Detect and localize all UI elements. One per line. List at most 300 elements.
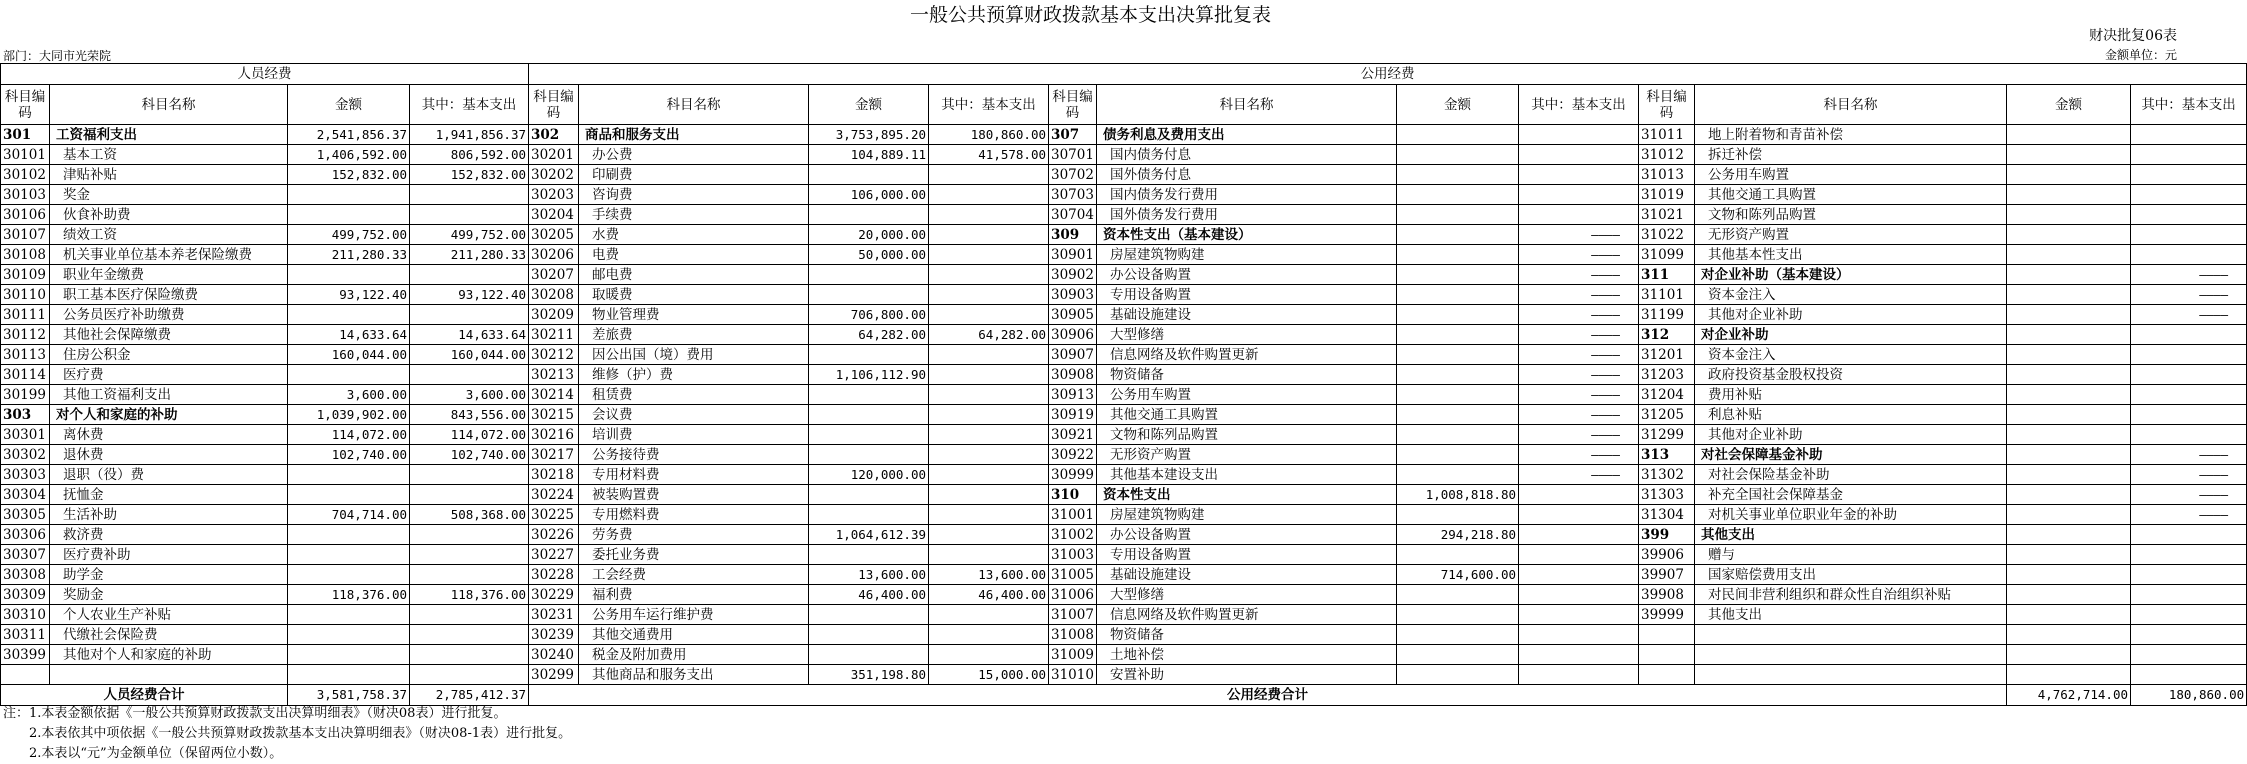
item-name: 基础设施建设	[1097, 565, 1397, 585]
item-code: 30114	[1, 365, 50, 385]
item-basic-amount: 180,860.00	[929, 125, 1049, 145]
item-code: 31022	[1639, 225, 1695, 245]
item-name: 职业年金缴费	[50, 265, 288, 285]
item-amount: 294,218.80	[1397, 525, 1519, 545]
item-amount	[2007, 205, 2131, 225]
item-basic-amount	[929, 185, 1049, 205]
item-code: 31304	[1639, 505, 1695, 525]
item-code: 30102	[1, 165, 50, 185]
item-amount	[1397, 245, 1519, 265]
item-basic-amount: 64,282.00	[929, 325, 1049, 345]
item-basic-amount: ————	[1519, 445, 1639, 465]
item-name: 其他商品和服务支出	[579, 665, 809, 685]
item-code: 30308	[1, 565, 50, 585]
item-code: 30303	[1, 465, 50, 485]
item-amount	[2007, 585, 2131, 605]
header-name: 科目名称	[579, 85, 809, 125]
item-basic-amount	[2131, 545, 2247, 565]
item-basic-amount: ————	[1519, 305, 1639, 325]
item-amount	[288, 265, 410, 285]
item-name: 费用补贴	[1695, 385, 2007, 405]
item-code: 30299	[529, 665, 579, 685]
item-code: 30302	[1, 445, 50, 465]
item-name: 拆迁补偿	[1695, 145, 2007, 165]
item-basic-amount: ————	[1519, 365, 1639, 385]
item-basic-amount	[410, 665, 529, 685]
item-amount	[1397, 325, 1519, 345]
item-amount	[2007, 285, 2131, 305]
item-basic-amount	[929, 605, 1049, 625]
item-basic-amount	[929, 545, 1049, 565]
item-code: 30913	[1049, 385, 1097, 405]
item-code: 30922	[1049, 445, 1097, 465]
item-code: 31010	[1049, 665, 1097, 685]
item-basic-amount	[1519, 585, 1639, 605]
header-name: 科目名称	[50, 85, 288, 125]
item-code: 39908	[1639, 585, 1695, 605]
item-amount	[1397, 405, 1519, 425]
item-code: 31303	[1639, 485, 1695, 505]
item-amount	[2007, 265, 2131, 285]
item-code: 30213	[529, 365, 579, 385]
item-basic-amount	[1519, 165, 1639, 185]
item-name: 其他支出	[1695, 525, 2007, 545]
item-code: 30919	[1049, 405, 1097, 425]
item-code: 30215	[529, 405, 579, 425]
item-amount	[809, 645, 929, 665]
item-code: 30218	[529, 465, 579, 485]
item-code: 30239	[529, 625, 579, 645]
table-row	[1, 445, 2247, 465]
item-amount: 2,541,856.37	[288, 125, 410, 145]
item-basic-amount	[2131, 325, 2247, 345]
item-amount	[2007, 385, 2131, 405]
header-basic: 其中：基本支出	[929, 85, 1049, 125]
item-basic-amount	[929, 245, 1049, 265]
item-basic-amount: ————	[1519, 285, 1639, 305]
item-basic-amount: ————	[2131, 465, 2247, 485]
item-name	[1695, 625, 2007, 645]
item-amount: 64,282.00	[809, 325, 929, 345]
item-basic-amount: 160,044.00	[410, 345, 529, 365]
item-amount: 20,000.00	[809, 225, 929, 245]
item-name: 其他基本建设支出	[1097, 465, 1397, 485]
item-amount	[2007, 465, 2131, 485]
item-basic-amount: ————	[2131, 505, 2247, 525]
item-amount: 13,600.00	[809, 565, 929, 585]
item-basic-amount: ————	[2131, 445, 2247, 465]
item-code: 30204	[529, 205, 579, 225]
item-basic-amount	[1519, 185, 1639, 205]
item-name: 个人农业生产补贴	[50, 605, 288, 625]
item-code: 31203	[1639, 365, 1695, 385]
item-name: 国外债务付息	[1097, 165, 1397, 185]
item-basic-amount	[410, 565, 529, 585]
item-code: 30212	[529, 345, 579, 365]
item-basic-amount: 46,400.00	[929, 585, 1049, 605]
item-name: 其他支出	[1695, 605, 2007, 625]
item-basic-amount	[929, 225, 1049, 245]
table-row	[1, 365, 2247, 385]
item-code: 30310	[1, 605, 50, 625]
item-name: 对民间非营利组织和群众性自治组织补贴	[1695, 585, 2007, 605]
item-code: 30908	[1049, 365, 1097, 385]
item-amount	[809, 385, 929, 405]
item-basic-amount	[1519, 485, 1639, 505]
item-name: 其他对企业补助	[1695, 425, 2007, 445]
item-basic-amount: 118,376.00	[410, 585, 529, 605]
item-code: 312	[1639, 325, 1695, 345]
item-code: 31302	[1639, 465, 1695, 485]
item-name: 无形资产购置	[1695, 225, 2007, 245]
table-row	[1, 145, 2247, 165]
item-basic-amount	[2131, 145, 2247, 165]
item-amount	[2007, 325, 2131, 345]
amount-unit: 金额单位：元	[2104, 48, 2177, 62]
item-name: 救济费	[50, 525, 288, 545]
item-amount: 46,400.00	[809, 585, 929, 605]
item-basic-amount	[2131, 665, 2247, 685]
public-total-basic: 180,860.00	[2131, 685, 2247, 706]
item-name: 取暖费	[579, 285, 809, 305]
totals-row	[1, 685, 2247, 706]
table-row	[1, 665, 2247, 685]
item-basic-amount: 211,280.33	[410, 245, 529, 265]
header-amount: 金额	[809, 85, 929, 125]
item-name: 资本性支出	[1097, 485, 1397, 505]
item-name: 医疗费	[50, 365, 288, 385]
item-code: 30703	[1049, 185, 1097, 205]
item-basic-amount: 1,941,856.37	[410, 125, 529, 145]
item-amount: 499,752.00	[288, 225, 410, 245]
item-basic-amount	[1519, 145, 1639, 165]
item-code: 30201	[529, 145, 579, 165]
item-name: 其他交通工具购置	[1097, 405, 1397, 425]
item-amount	[1397, 585, 1519, 605]
item-amount	[809, 425, 929, 445]
item-basic-amount: ————	[2131, 265, 2247, 285]
item-code: 307	[1049, 125, 1097, 145]
item-name: 信息网络及软件购置更新	[1097, 605, 1397, 625]
item-name: 商品和服务支出	[579, 125, 809, 145]
item-amount: 93,122.40	[288, 285, 410, 305]
item-amount: 120,000.00	[809, 465, 929, 485]
table-row	[1, 505, 2247, 525]
table-row	[1, 645, 2247, 665]
table-row	[1, 465, 2247, 485]
item-code: 30311	[1, 625, 50, 645]
item-basic-amount: 102,740.00	[410, 445, 529, 465]
item-amount	[809, 405, 929, 425]
item-basic-amount: ————	[1519, 245, 1639, 265]
item-name: 公务用车购置	[1097, 385, 1397, 405]
public-total-label: 公用经费合计	[529, 685, 2007, 706]
item-basic-amount	[410, 605, 529, 625]
item-code	[1, 665, 50, 685]
item-amount	[1397, 125, 1519, 145]
item-name: 房屋建筑物购建	[1097, 245, 1397, 265]
header-name: 科目名称	[1695, 85, 2007, 125]
item-amount	[809, 285, 929, 305]
item-basic-amount	[929, 305, 1049, 325]
item-amount	[809, 265, 929, 285]
item-amount	[809, 485, 929, 505]
item-basic-amount	[929, 625, 1049, 645]
item-name: 奖金	[50, 185, 288, 205]
item-basic-amount	[1519, 125, 1639, 145]
item-basic-amount	[1519, 505, 1639, 525]
item-amount	[2007, 505, 2131, 525]
item-code: 31003	[1049, 545, 1097, 565]
item-basic-amount: 508,368.00	[410, 505, 529, 525]
item-code: 30231	[529, 605, 579, 625]
item-name: 物资储备	[1097, 625, 1397, 645]
item-code: 30205	[529, 225, 579, 245]
table-code: 财决批复06表	[2089, 28, 2177, 44]
item-amount	[1397, 285, 1519, 305]
item-amount	[288, 205, 410, 225]
table-row	[1, 385, 2247, 405]
item-name: 会议费	[579, 405, 809, 425]
item-name: 职工基本医疗保险缴费	[50, 285, 288, 305]
item-basic-amount: ————	[1519, 325, 1639, 345]
item-name: 邮电费	[579, 265, 809, 285]
item-name: 对企业补助	[1695, 325, 2007, 345]
note-line: 2.本表以“元”为金额单位（保留两位小数）。	[3, 746, 283, 761]
item-name: 其他交通工具购置	[1695, 185, 2007, 205]
item-basic-amount: 14,633.64	[410, 325, 529, 345]
item-name	[1695, 645, 2007, 665]
table-row	[1, 245, 2247, 265]
table-row	[1, 605, 2247, 625]
item-amount	[1397, 665, 1519, 685]
item-name: 津贴补贴	[50, 165, 288, 185]
item-name: 被装购置费	[579, 485, 809, 505]
item-name: 咨询费	[579, 185, 809, 205]
item-basic-amount	[2131, 225, 2247, 245]
item-name: 绩效工资	[50, 225, 288, 245]
item-amount	[809, 505, 929, 525]
item-amount: 104,889.11	[809, 145, 929, 165]
section-personnel-header: 人员经费	[1, 64, 529, 85]
item-name: 退休费	[50, 445, 288, 465]
item-amount: 14,633.64	[288, 325, 410, 345]
note-line: 注：1.本表金额依据《一般公共预算财政拨款支出决算明细表》（财决08表）进行批复。	[3, 706, 507, 721]
table-row	[1, 585, 2247, 605]
item-basic-amount: ————	[1519, 265, 1639, 285]
footnotes	[3, 704, 571, 764]
item-basic-amount	[410, 545, 529, 565]
item-basic-amount	[2131, 585, 2247, 605]
item-amount	[809, 345, 929, 365]
item-code: 31099	[1639, 245, 1695, 265]
item-amount: 351,198.80	[809, 665, 929, 685]
item-basic-amount	[2131, 185, 2247, 205]
item-code: 30240	[529, 645, 579, 665]
item-basic-amount	[2131, 245, 2247, 265]
item-basic-amount	[2131, 205, 2247, 225]
header-basic: 其中：基本支出	[1519, 85, 1639, 125]
item-basic-amount	[929, 345, 1049, 365]
item-amount	[2007, 625, 2131, 645]
item-name: 福利费	[579, 585, 809, 605]
item-name: 大型修缮	[1097, 585, 1397, 605]
item-basic-amount	[2131, 385, 2247, 405]
item-amount	[288, 525, 410, 545]
item-code: 31006	[1049, 585, 1097, 605]
item-code: 31019	[1639, 185, 1695, 205]
item-amount	[1397, 505, 1519, 525]
item-code: 30199	[1, 385, 50, 405]
item-code: 30110	[1, 285, 50, 305]
item-name: 手续费	[579, 205, 809, 225]
item-basic-amount: 499,752.00	[410, 225, 529, 245]
item-name: 公务接待费	[579, 445, 809, 465]
item-amount	[1397, 545, 1519, 565]
item-name: 工资福利支出	[50, 125, 288, 145]
item-amount	[1397, 625, 1519, 645]
item-code: 30109	[1, 265, 50, 285]
item-code: 30206	[529, 245, 579, 265]
item-code: 31204	[1639, 385, 1695, 405]
item-amount	[288, 625, 410, 645]
item-code: 313	[1639, 445, 1695, 465]
item-basic-amount	[2131, 345, 2247, 365]
item-amount	[1397, 445, 1519, 465]
item-basic-amount: 152,832.00	[410, 165, 529, 185]
item-amount	[1397, 165, 1519, 185]
table-row	[1, 125, 2247, 145]
item-name: 国家赔偿费用支出	[1695, 565, 2007, 585]
item-amount: 1,008,818.80	[1397, 485, 1519, 505]
item-name: 物业管理费	[579, 305, 809, 325]
table-row	[1, 285, 2247, 305]
table-row	[1, 625, 2247, 645]
item-amount	[2007, 185, 2131, 205]
item-name: 地上附着物和青苗补偿	[1695, 125, 2007, 145]
item-amount	[2007, 125, 2131, 145]
item-name: 维修（护）费	[579, 365, 809, 385]
item-basic-amount	[410, 205, 529, 225]
header-code: 科目编码	[529, 85, 579, 125]
item-amount	[288, 665, 410, 685]
item-code	[1639, 645, 1695, 665]
item-name: 专用材料费	[579, 465, 809, 485]
item-amount	[1397, 385, 1519, 405]
item-amount	[288, 545, 410, 565]
item-code: 30702	[1049, 165, 1097, 185]
item-basic-amount: 114,072.00	[410, 425, 529, 445]
item-code: 31007	[1049, 605, 1097, 625]
item-name: 其他交通费用	[579, 625, 809, 645]
item-amount	[1397, 265, 1519, 285]
item-code: 30305	[1, 505, 50, 525]
item-amount	[2007, 225, 2131, 245]
item-amount	[1397, 185, 1519, 205]
item-basic-amount: ————	[2131, 285, 2247, 305]
item-name: 税金及附加费用	[579, 645, 809, 665]
item-code: 30906	[1049, 325, 1097, 345]
item-amount	[1397, 305, 1519, 325]
item-amount	[288, 365, 410, 385]
item-code: 31005	[1049, 565, 1097, 585]
item-basic-amount	[929, 485, 1049, 505]
item-code: 30228	[529, 565, 579, 585]
personnel-total-label: 人员经费合计	[1, 685, 288, 706]
item-code: 309	[1049, 225, 1097, 245]
item-code: 30307	[1, 545, 50, 565]
item-basic-amount	[2131, 165, 2247, 185]
personnel-total-basic: 2,785,412.37	[410, 685, 529, 706]
item-name: 租赁费	[579, 385, 809, 405]
item-amount	[2007, 665, 2131, 685]
item-amount: 118,376.00	[288, 585, 410, 605]
item-basic-amount	[1519, 545, 1639, 565]
item-basic-amount	[929, 165, 1049, 185]
item-basic-amount	[929, 525, 1049, 545]
item-code: 39907	[1639, 565, 1695, 585]
item-code: 30214	[529, 385, 579, 405]
item-code: 30101	[1, 145, 50, 165]
item-basic-amount: 93,122.40	[410, 285, 529, 305]
item-code: 30113	[1, 345, 50, 365]
item-amount	[809, 625, 929, 645]
item-basic-amount: ————	[2131, 305, 2247, 325]
item-name: 专用设备购置	[1097, 285, 1397, 305]
item-code: 30217	[529, 445, 579, 465]
note-line: 2.本表依其中项依据《一般公共预算财政拨款基本支出决算明细表》（财决08-1表）进行批复。	[3, 726, 572, 741]
item-code: 30108	[1, 245, 50, 265]
section-public-header: 公用经费	[529, 64, 2247, 85]
item-amount	[1397, 605, 1519, 625]
item-basic-amount	[1519, 625, 1639, 645]
item-basic-amount	[1519, 525, 1639, 545]
item-name: 代缴社会保险费	[50, 625, 288, 645]
item-name: 债务利息及费用支出	[1097, 125, 1397, 145]
item-code: 303	[1, 405, 50, 425]
item-amount	[2007, 425, 2131, 445]
page-title: 一般公共预算财政拨款基本支出决算批复表	[909, 4, 1271, 26]
item-basic-amount	[2131, 625, 2247, 645]
item-amount	[2007, 245, 2131, 265]
item-name: 物资储备	[1097, 365, 1397, 385]
item-basic-amount: 13,600.00	[929, 565, 1049, 585]
budget-table	[0, 63, 2247, 706]
item-name: 其他对企业补助	[1695, 305, 2007, 325]
item-code: 31008	[1049, 625, 1097, 645]
header-amount: 金额	[288, 85, 410, 125]
table-row	[1, 545, 2247, 565]
item-code: 30309	[1, 585, 50, 605]
item-name: 办公设备购置	[1097, 265, 1397, 285]
item-code: 30304	[1, 485, 50, 505]
item-amount	[288, 185, 410, 205]
table-row	[1, 425, 2247, 445]
item-basic-amount: ————	[1519, 425, 1639, 445]
item-amount	[288, 565, 410, 585]
item-code: 30209	[529, 305, 579, 325]
item-amount	[809, 605, 929, 625]
item-name: 基本工资	[50, 145, 288, 165]
item-name: 文物和陈列品购置	[1695, 205, 2007, 225]
item-basic-amount	[1519, 665, 1639, 685]
item-code: 30399	[1, 645, 50, 665]
item-basic-amount	[410, 305, 529, 325]
item-amount	[2007, 345, 2131, 365]
item-basic-amount	[410, 185, 529, 205]
item-code: 30907	[1049, 345, 1097, 365]
item-name: 专用燃料费	[579, 505, 809, 525]
